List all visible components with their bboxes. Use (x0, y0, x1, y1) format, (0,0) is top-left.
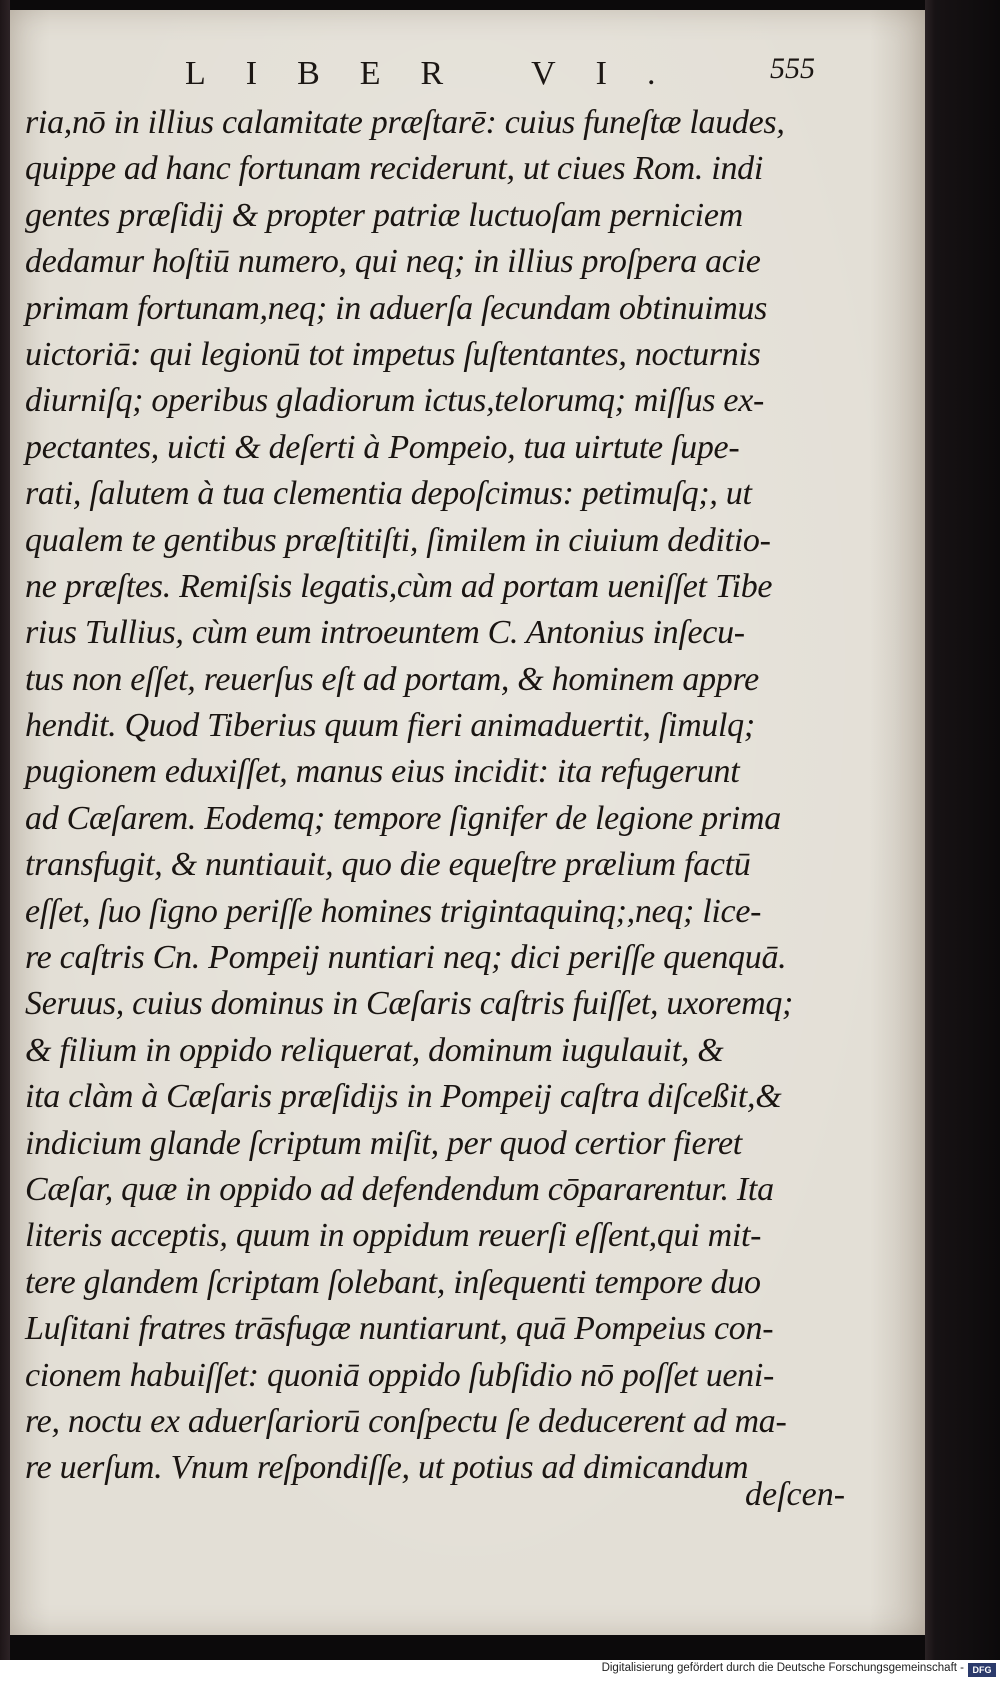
text-line: & filium in oppido reliquerat, dominum iugulauit, & (25, 1031, 724, 1069)
text-line: ria,nō in illius calamitate præſtarē: cuius funeſtæ laudes, (25, 104, 785, 141)
text-line: pugionem eduxiſſet, manus eius incidit: ita refugerunt (25, 753, 740, 791)
body-text (25, 100, 855, 1500)
catchword: deſcen- (745, 1476, 846, 1513)
text-line: re caſtris Cn. Pompeij nuntiari neq; dici periſſe quenquā. (25, 939, 787, 977)
text-line: Cæſar, quæ in oppido ad defendendum cōpararentur. Ita (25, 1170, 774, 1208)
text-line: gentes præſidij & propter patriæ luctuoſam perniciem (25, 196, 743, 234)
dfg-logo-icon: DFG (968, 1663, 996, 1677)
text-line: re, noctu ex aduerſariorū conſpectu ſe deducerent ad ma- (25, 1402, 787, 1440)
text-line: indicium glande ſcriptum miſit, per quod certior fieret (25, 1124, 742, 1162)
text-line: qualem te gentibus præſtitiſti, ſimilem in ciuium deditio- (25, 521, 771, 559)
text-line: literis acceptis, quum in oppidum reuerſi eſſent,qui mit- (25, 1217, 762, 1255)
text-line: ita clàm à Cæſaris præſidijs in Pompeij caſtra diſceßit,& (25, 1078, 782, 1116)
page-number: 555 (770, 52, 815, 85)
text-line: pectantes, uicti & deſerti à Pompeio, tua uirtute ſupe- (25, 428, 740, 466)
text-line: rius Tullius, cùm eum introeuntem C. Antonius inſecu- (25, 614, 745, 652)
text-line: hendit. Quod Tiberius quum fieri animaduertit, ſimulq; (25, 707, 755, 745)
text-line: transfugit, & nuntiauit, quo die equeſtre prælium factū (25, 846, 751, 884)
text-line: uictoriā: qui legionū tot impetus ſuſtentantes, nocturnis (25, 335, 761, 373)
text-line: eſſet, ſuo ſigno periſſe homines trigintaquinq;,neq; lice- (25, 892, 762, 930)
text-line: dedamur hoſtiū numero, qui neq; in illius proſpera acie (25, 243, 761, 281)
footer-credit: Digitalisierung gefördert durch die Deutsche Forschungsgemeinschaft - (601, 1662, 964, 1674)
text-line: re uerſum. Vnum reſpondiſſe, ut potius ad dimicandum (25, 1449, 749, 1487)
text-line: Luſitani fratres trāsfugæ nuntiarunt, quā Pompeius con- (25, 1310, 774, 1348)
text-line: ne præſtes. Remiſsis legatis,cùm ad portam ueniſſet Tibe (25, 567, 773, 605)
text-line: primam fortunam,neq; in aduerſa ſecundam obtinuimus (25, 289, 768, 327)
text-line: rati, ſalutem à tua clementia depoſcimus: petimuſq;, ut (25, 475, 752, 513)
book-cover-edge-right (925, 0, 1000, 1660)
running-head: LIBER VI. (185, 55, 696, 92)
text-line: cionem habuiſſet: quoniā oppido ſubſidio nō poſſet ueni- (25, 1356, 775, 1394)
text-line: ad Cæſarem. Eodemq; tempore ſignifer de legione prima (25, 799, 781, 837)
book-cover-edge-left (0, 0, 10, 1660)
text-line: Seruus, cuius dominus in Cæſaris caſtris fuiſſet, uxoremq; (25, 985, 794, 1023)
footer-bar (0, 1660, 1000, 1681)
text-line: diurniſq; operibus gladiorum ictus,telorumq; miſſus ex- (25, 382, 765, 420)
text-line: tere glandem ſcriptam ſolebant, inſequenti tempore duo (25, 1263, 761, 1301)
text-line: quippe ad hanc fortunam reciderunt, ut ciues Rom. indi (25, 150, 763, 188)
text-line: tus non eſſet, reuerſus eſt ad portam, & hominem appre (25, 660, 759, 698)
